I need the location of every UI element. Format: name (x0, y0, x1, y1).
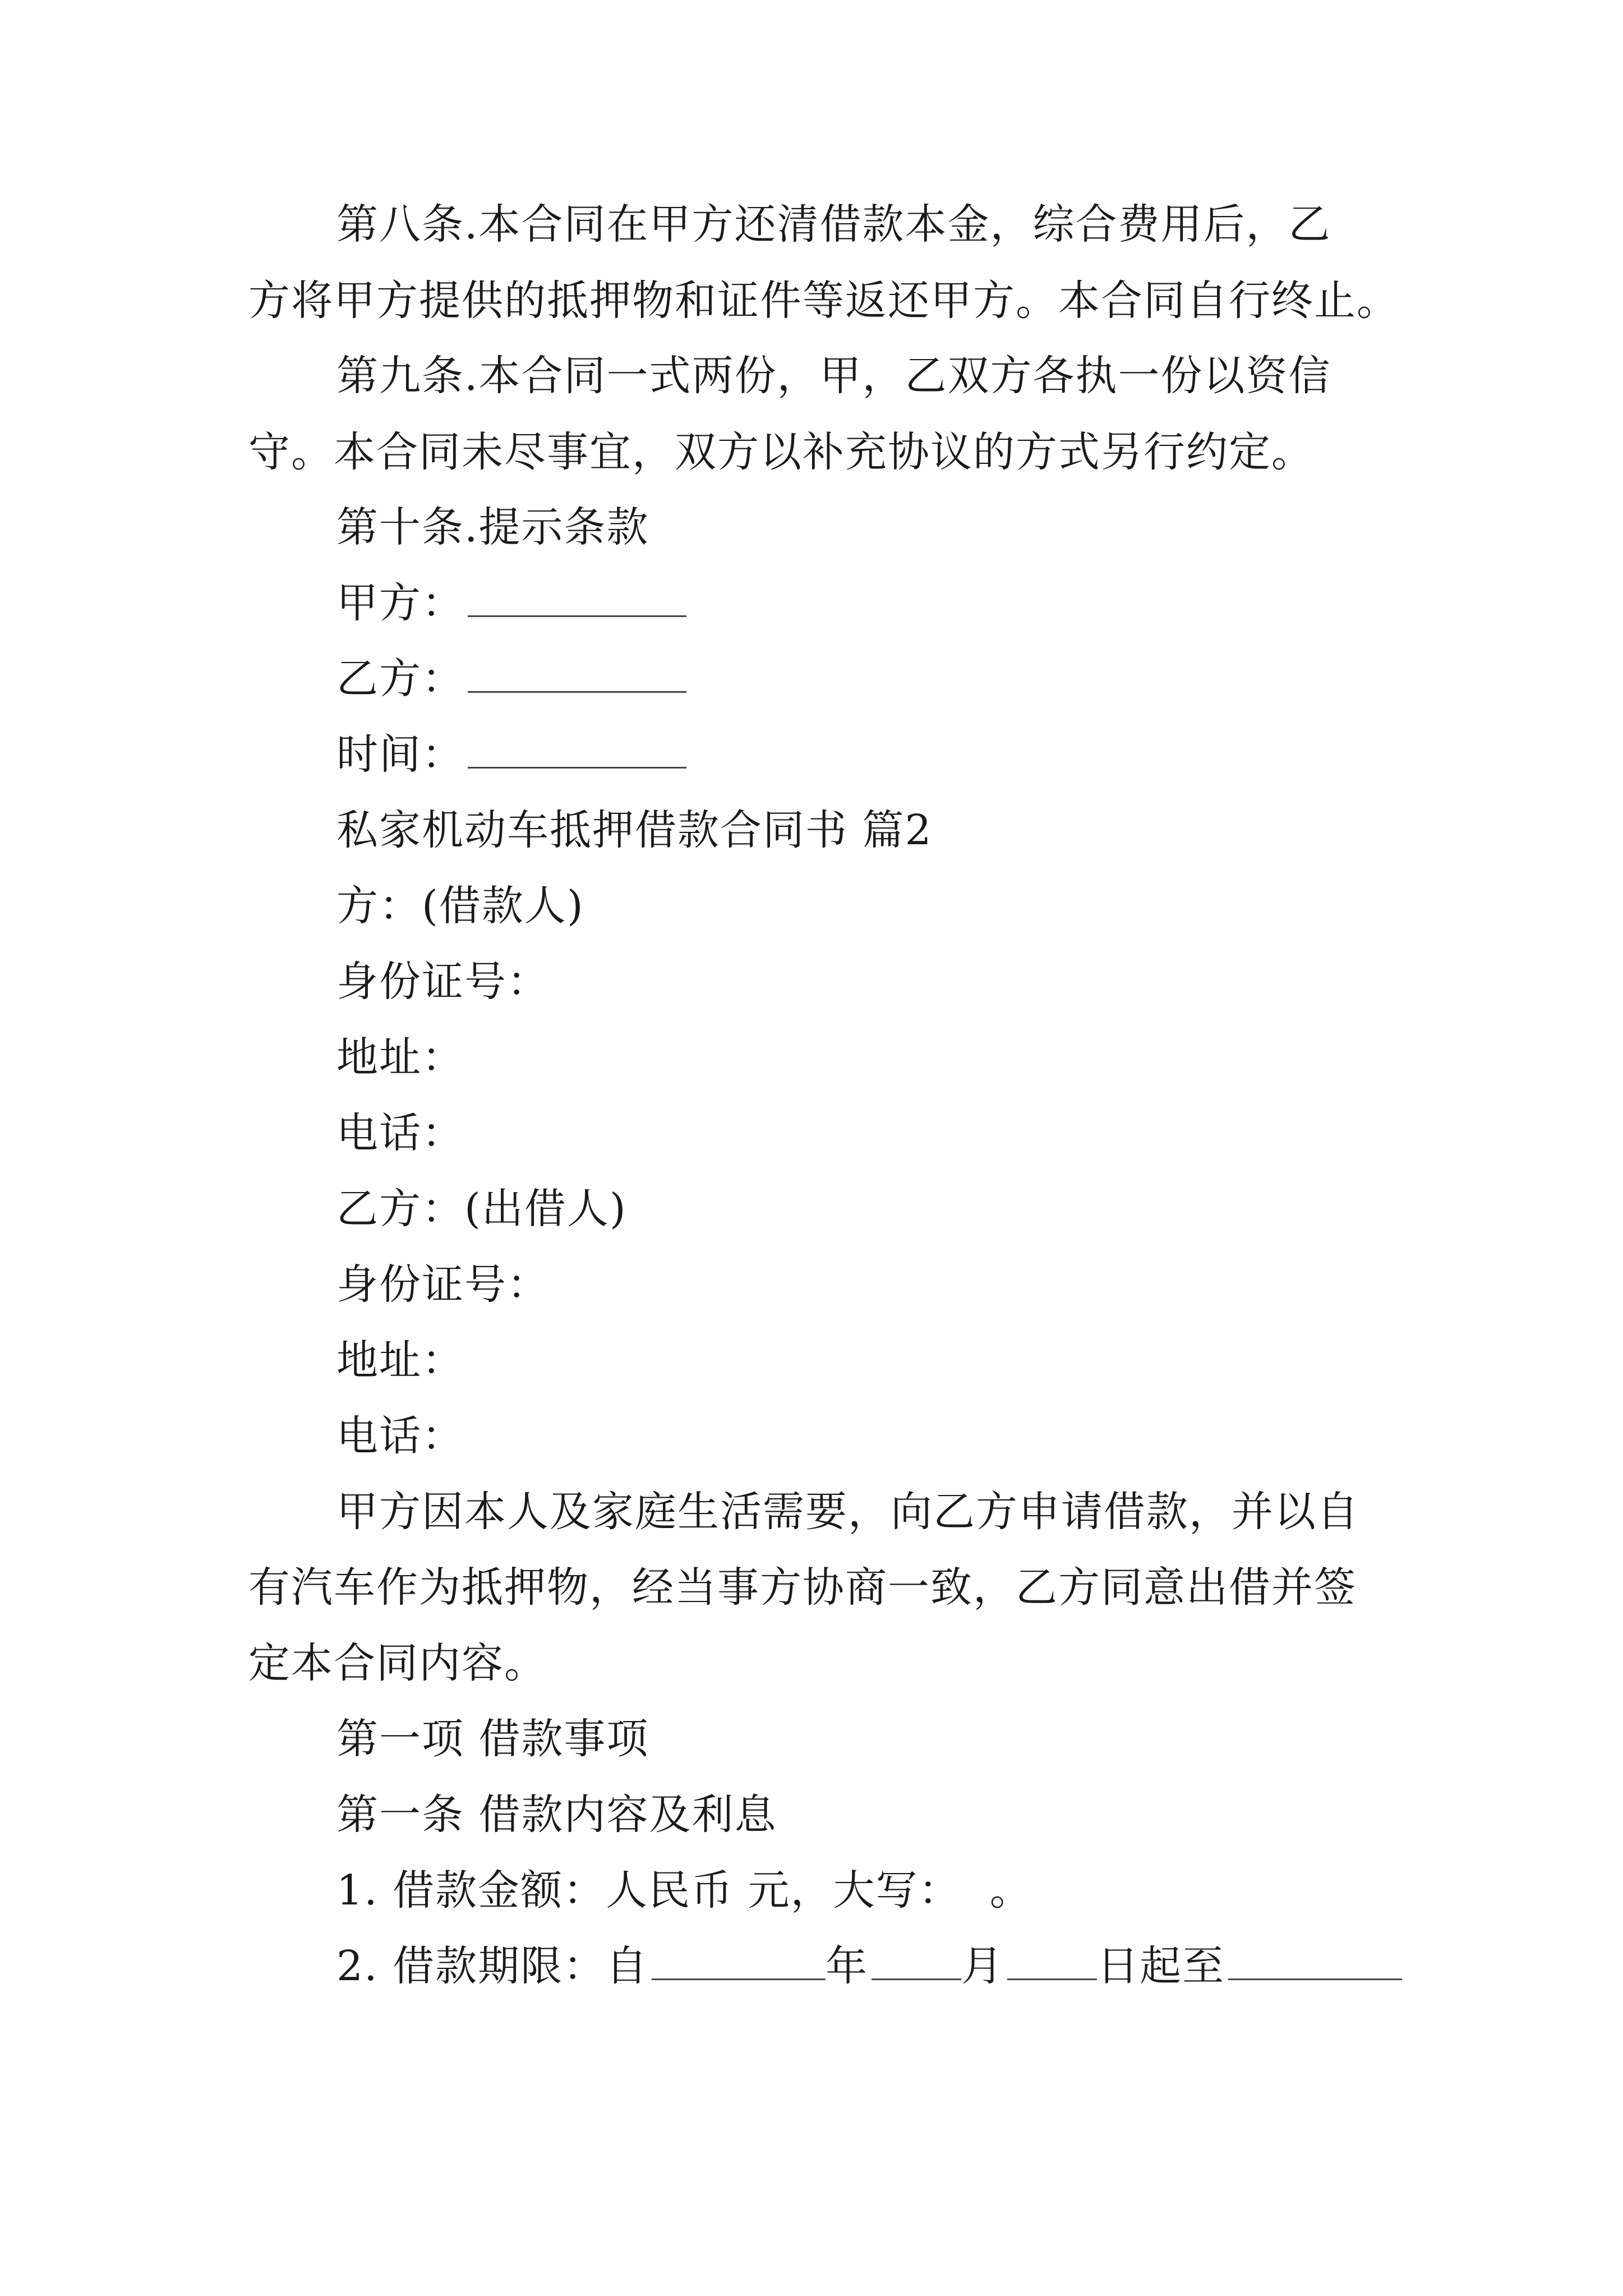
end-date-blank (1228, 1944, 1402, 1980)
loan-term-line (336, 1938, 1402, 1994)
party-b-signature-line (336, 651, 686, 707)
start-month-blank (872, 1944, 961, 1980)
borrower-phone-line: 电话： (336, 1109, 464, 1157)
party-a-signature-line (336, 575, 686, 631)
day-until-label: 日起至 (1097, 1942, 1225, 1990)
lender-id-line: 身份证号： (336, 1260, 550, 1309)
date-label: 时间： (336, 730, 464, 779)
contract-title-part-2: 私家机动车抵押借款合同书 篇2 (336, 806, 933, 854)
section-1-heading: 第一项 借款事项 (336, 1715, 649, 1763)
borrower-party-line: 方：(借款人) (336, 882, 584, 930)
party-b-label: 乙方： (336, 655, 464, 703)
lender-phone-line: 电话： (336, 1412, 464, 1460)
preamble-line-3: 定本合同内容。 (248, 1639, 547, 1687)
article-10-heading: 第十条.提示条款 (336, 503, 649, 551)
article-9-line-1: 第九条.本合同一式两份，甲，乙双方各执一份以资信 (336, 352, 1331, 400)
year-label: 年 (826, 1942, 869, 1990)
lender-party-line: 乙方：(出借人) (336, 1185, 627, 1233)
start-day-blank (1007, 1944, 1097, 1980)
clause-1-heading: 第一条 借款内容及利息 (336, 1791, 777, 1839)
date-signature-line (336, 726, 686, 783)
party-a-blank (468, 581, 686, 617)
date-blank (468, 732, 686, 769)
preamble-line-1: 甲方因本人及家庭生活需要，向乙方申请借款，并以自 (336, 1488, 1359, 1536)
loan-amount-line: 1. 借款金额：人民币 元，大写： 。 (336, 1866, 1032, 1915)
borrower-address-line: 地址： (336, 1033, 464, 1082)
article-8-line-2: 方将甲方提供的抵押物和证件等返还甲方。本合同自行终止。 (248, 277, 1399, 325)
party-b-blank (468, 656, 686, 693)
article-9-line-2: 守。本合同未尽事宜，双方以补充协议的方式另行约定。 (248, 428, 1314, 476)
party-a-label: 甲方： (336, 579, 464, 627)
month-label: 月 (961, 1942, 1004, 1990)
borrower-id-line: 身份证号： (336, 958, 550, 1006)
article-8-line-1: 第八条.本合同在甲方还清借款本金，综合费用后，乙 (336, 200, 1331, 249)
start-year-blank (652, 1944, 826, 1980)
lender-address-line: 地址： (336, 1336, 464, 1384)
loan-term-label: 2. 借款期限：自 (336, 1942, 649, 1990)
preamble-line-2: 有汽车作为抵押物，经当事方协商一致，乙方同意出借并签 (248, 1563, 1357, 1612)
